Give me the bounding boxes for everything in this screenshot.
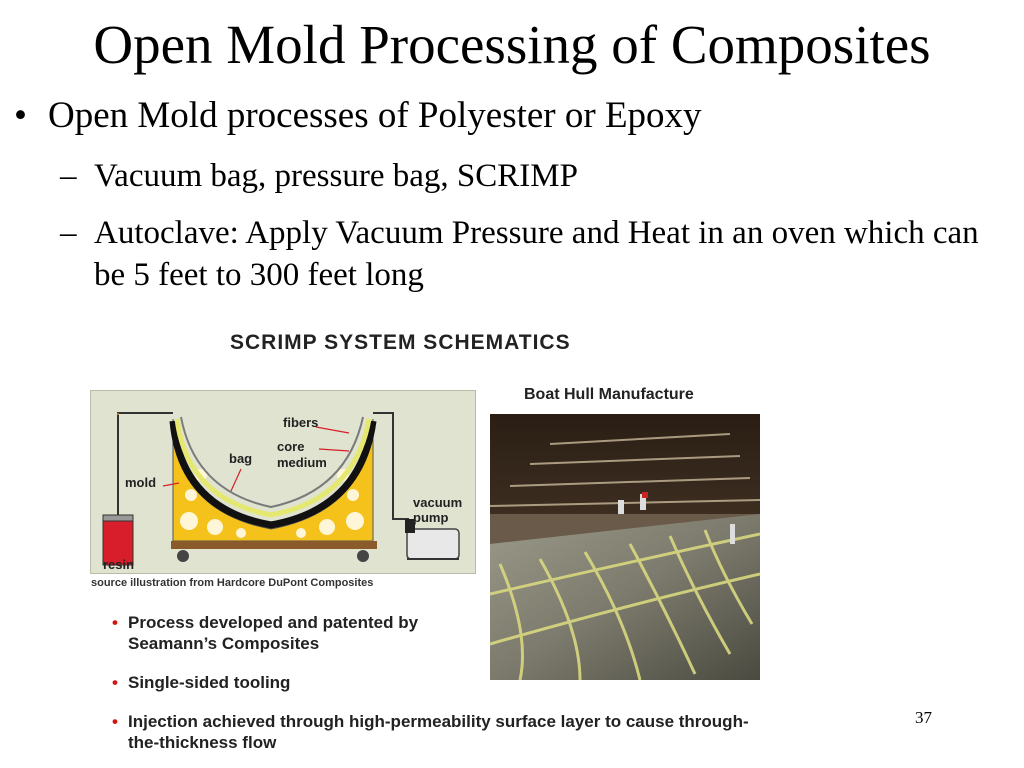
sub-bullet-text: Vacuum bag, pressure bag, SCRIMP (94, 158, 578, 194)
figure-bullet-dot: • (112, 712, 118, 731)
figure-bullet-text: Single-sided tooling (128, 673, 291, 692)
main-bullet (14, 93, 702, 139)
resin-feed-line (118, 413, 173, 515)
figure-title: SCRIMP SYSTEM SCHEMATICS (230, 331, 571, 354)
resin-cap (103, 515, 133, 521)
figure-bullet-dot: • (112, 673, 118, 692)
label-fibers: fibers (283, 415, 319, 430)
label-mold: mold (125, 475, 157, 490)
vacuum-pump (407, 529, 459, 559)
slide-title: Open Mold Processing of Composites (93, 14, 931, 75)
page-number: 37 (915, 708, 932, 727)
scrimp-schematic (90, 390, 476, 574)
main-bullet-text: Open Mold processes of Polyester or Epoxy (48, 95, 702, 136)
wheel (357, 550, 369, 562)
boat-hull-photo (490, 414, 760, 680)
label-vacuum-pump: vacuum pump (413, 495, 463, 525)
label-bag: bag (229, 451, 253, 466)
sub-bullet-text: Autoclave: Apply Vacuum Pressure and Heat in an oven which can be 5 feet to 300 feet long (94, 215, 979, 293)
figure-source: source illustration from Hardcore DuPont Composites (91, 577, 374, 589)
figure-bullet-dot: • (112, 613, 118, 632)
wheel (177, 550, 189, 562)
cart-base (171, 541, 377, 549)
bullet-mark: • (14, 95, 27, 136)
label-core-medium: core medium (277, 439, 327, 470)
sub-bullet-dash: – (60, 215, 77, 251)
vacuum-line (373, 413, 409, 519)
sub-bullet-dash: – (60, 158, 77, 194)
figure-bullet-text: Process developed and patented by Seamann’s Composites (128, 613, 419, 653)
photo-title: Boat Hull Manufacture (524, 386, 694, 403)
label-resin: resin (103, 557, 135, 572)
figure-bullet-text: Injection achieved through high-permeability surface layer to cause through-the-thickness flow (128, 712, 749, 752)
